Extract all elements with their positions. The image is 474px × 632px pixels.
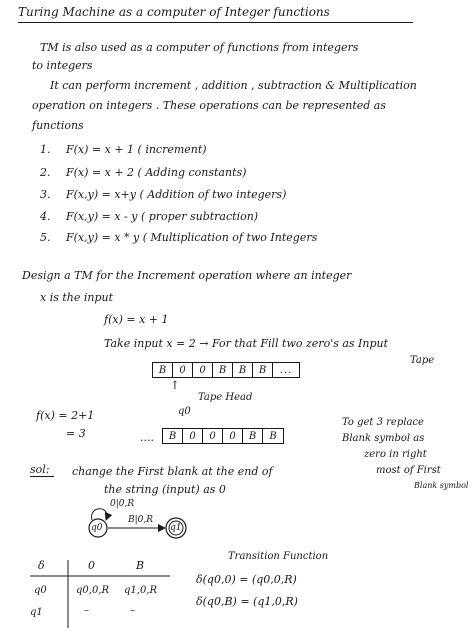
intro-line-2: to integers (32, 59, 93, 72)
edge-label: B|0,R (128, 515, 154, 525)
state-q1-label: q1 (170, 523, 182, 533)
table-cell: q0,0,R (76, 585, 110, 596)
intro-line-1: TM is also used as a computer of functions from integers (40, 41, 359, 54)
tape2-prefix: .... (140, 431, 154, 444)
tape-cell: B (233, 363, 253, 377)
function-3-number: 3. (40, 188, 51, 201)
function-4: F(x,y) = x - y ( proper subtraction) (66, 210, 259, 223)
tape-cell: 0 (173, 363, 193, 377)
note-line-5: Blank symbol (414, 481, 469, 490)
transition-line-2: δ(q0,B) = (q1,0,R) (196, 595, 298, 608)
tape-cell: B (253, 363, 273, 377)
tape-cell: B (163, 429, 183, 443)
self-loop-label: 0|0,R (110, 499, 135, 509)
self-loop-arrow (92, 509, 107, 520)
table-header-0: 0 (88, 559, 95, 572)
tape-head-label: Tape Head (198, 392, 253, 403)
transition-title: Transition Function (228, 551, 329, 562)
function-2-number: 2. (40, 166, 51, 179)
function-1-number: 1. (40, 143, 51, 156)
function-3: F(x,y) = x+y ( Addition of two integers) (66, 188, 287, 201)
table-row-state: q0 (34, 585, 47, 596)
tape-cell: 0 (223, 429, 243, 443)
tape-cell: B (153, 363, 173, 377)
tape-head-arrow-icon: ↑ (170, 378, 180, 392)
solution-line-2: the string (input) as 0 (104, 483, 226, 496)
table-row-state: q1 (30, 607, 43, 618)
tape-cell: 0 (183, 429, 203, 443)
design-line-2: x is the input (40, 291, 114, 304)
page-title: Turing Machine as a computer of Integer functions (18, 5, 330, 19)
design-formula: f(x) = x + 1 (104, 313, 169, 326)
tape-cell: 0 (193, 363, 213, 377)
result-line-1: f(x) = 2+1 (36, 409, 95, 422)
tape-cell: B (243, 429, 263, 443)
note-line-4: most of First (376, 465, 441, 476)
table-cell: – (84, 605, 89, 616)
table-cell: – (130, 605, 135, 616)
intro-line-5: functions (32, 119, 84, 132)
note-line-1: To get 3 replace (342, 417, 424, 428)
intro-line-3: It can perform increment , addition , subtraction & Multiplication (50, 79, 417, 92)
note-line-3: zero in right (364, 449, 427, 460)
table-header-delta: δ (38, 559, 45, 572)
function-4-number: 4. (40, 210, 51, 223)
table-cell: q1,0,R (124, 585, 158, 596)
table-header-b: B (136, 559, 145, 572)
head-state-label: q0 (178, 406, 191, 417)
take-input-line: Take input x = 2 → For that Fill two zero's as Input (104, 337, 389, 350)
tape-cell: 0 (203, 429, 223, 443)
tape-cell: B (269, 430, 277, 442)
tape-dots: ... (279, 364, 293, 376)
result-line-2: = 3 (66, 427, 86, 440)
state-q0-label: q0 (91, 523, 103, 533)
function-2: F(x) = x + 2 ( Adding constants) (66, 166, 247, 179)
solution-line-1: change the First blank at the end of (72, 465, 273, 478)
solution-label: sol: (30, 463, 50, 476)
tape-cell: B (213, 363, 233, 377)
function-1: F(x) = x + 1 ( increment) (66, 143, 207, 156)
function-5: F(x,y) = x * y ( Multiplication of two Integers (66, 231, 318, 244)
intro-line-4: operation on integers . These operations can be represented as (32, 99, 387, 112)
note-line-2: Blank symbol as (342, 433, 425, 444)
transition-line-1: δ(q0,0) = (q0,0,R) (196, 573, 297, 586)
design-line-1: Design a TM for the Increment operation where an integer (22, 269, 352, 282)
tape-label: Tape (410, 355, 435, 366)
function-5-number: 5. (40, 231, 51, 244)
